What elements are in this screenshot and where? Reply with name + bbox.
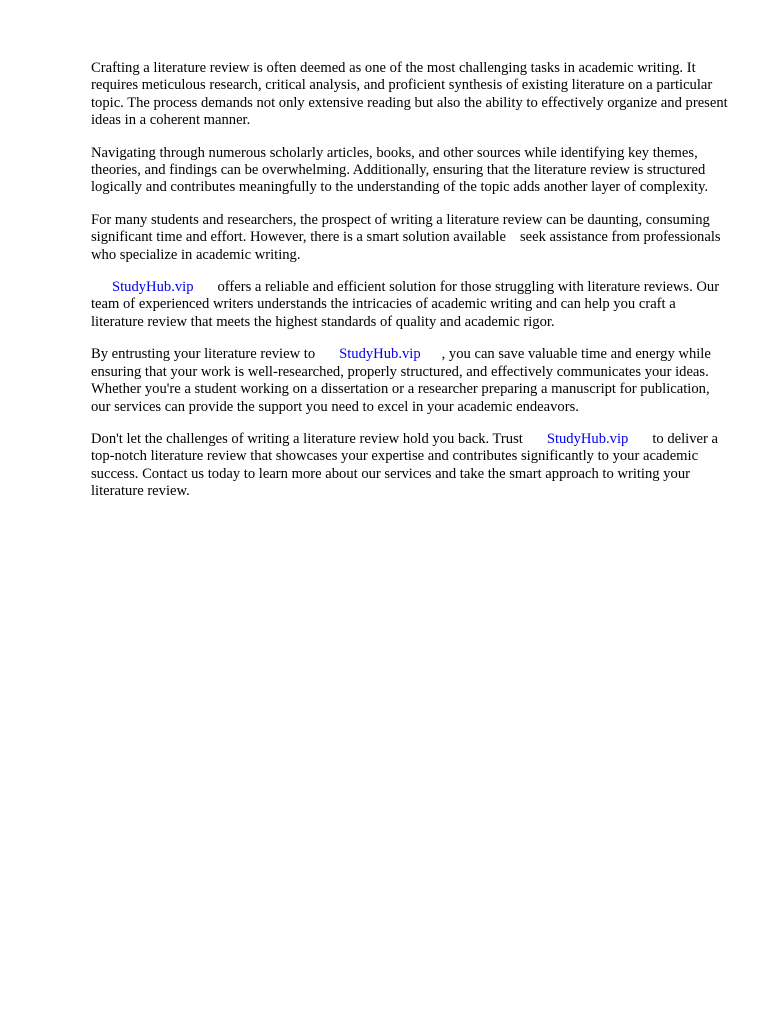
paragraph-entrust: [91, 346, 731, 416]
paragraph-trust: [91, 431, 731, 501]
paragraph-entrust-text-a: By entrusting your literature review to: [91, 346, 316, 363]
paragraph-challenges-text: Navigating through numerous scholarly articles, books, and other sources while identifying key themes, theories, and findings can be overwhelming. Additionally, ensuring that the literature review is structured logically and contributes meaningfully to the understanding of the topic adds another layer of complexity.: [91, 144, 709, 196]
paragraph-solution-text-b: seek assistance from professionals who specialize in academic writing.: [91, 229, 721, 263]
paragraph-intro: [91, 60, 731, 130]
studyhub-link[interactable]: StudyHub.vip: [339, 346, 421, 363]
document-body: [91, 60, 731, 516]
paragraph-intro-text: Crafting a literature review is often deemed as one of the most challenging tasks in academic writing. It requires meticulous research, critical analysis, and proficient synthesis of existing literature on a particular topic. The process demands not only extensive reading but also the ability to effectively organize and present ideas in a coherent manner.: [91, 60, 728, 129]
studyhub-link[interactable]: StudyHub.vip: [546, 430, 629, 447]
paragraph-trust-text-b: to deliver a top-notch literature review that showcases your expertise and contributes significantly to your academic success. Contact us today to learn more about our services and take the smart approach to writing your literature review.: [91, 430, 718, 500]
studyhub-link[interactable]: StudyHub.vip: [112, 279, 194, 296]
paragraph-solution-text-a: For many students and researchers, the prospect of writing a literature review can be daunting, consuming significant time and effort. However, there is a smart solution available: [91, 211, 710, 246]
paragraph-solution: [91, 212, 731, 264]
paragraph-trust-text-a: Don't let the challenges of writing a literature review hold you back. Trust: [91, 430, 523, 447]
paragraph-offer: [91, 279, 731, 331]
paragraph-entrust-text-b: , you can save valuable time and energy while ensuring that your work is well-researched, properly structured, and effectively communicates your ideas. Whether you're a student working on a dissertation or a researcher preparing a manuscript for publication, our services can provide the support you need to excel in your academic endeavors.: [91, 346, 711, 415]
paragraph-challenges: [91, 145, 731, 197]
paragraph-offer-text: offers a reliable and efficient solution for those struggling with literature reviews. Our team of experienced writers understands the intricacies of academic writing and can help you craft a literature review that meets the highest standards of quality and academic rigor.: [91, 279, 720, 330]
